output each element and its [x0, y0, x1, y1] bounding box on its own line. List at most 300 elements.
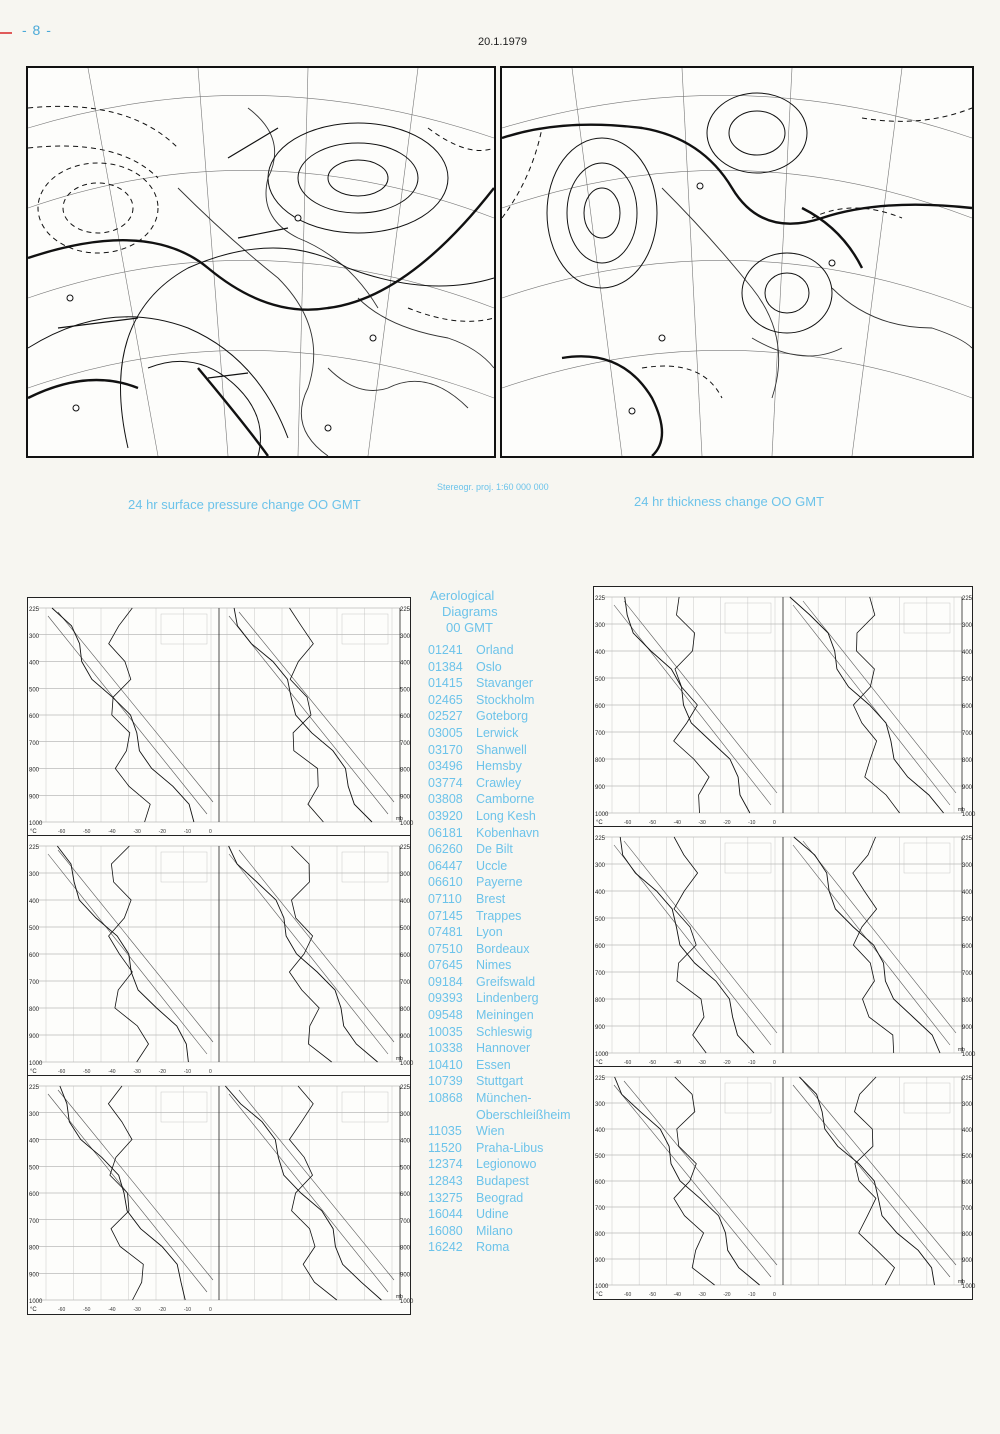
station-row — [428, 808, 588, 825]
temperature-tick: -40 — [108, 1307, 116, 1313]
aerological-title — [428, 588, 588, 636]
station-box — [342, 1092, 388, 1122]
station-row — [428, 924, 588, 941]
station-name: De Bilt — [476, 842, 513, 857]
temperature-tick: -20 — [158, 1307, 166, 1313]
station-box — [342, 614, 388, 644]
temperature-tick: 0 — [773, 820, 776, 826]
pressure-label: 400 — [29, 1138, 40, 1145]
station-name: Oberschleißheim — [476, 1107, 571, 1122]
station-code: 03496 — [428, 759, 463, 774]
station-code: 03170 — [428, 742, 463, 757]
temperature-tick: -10 — [183, 829, 192, 835]
pressure-label: 1000 — [595, 1284, 609, 1290]
station-code: 16080 — [428, 1223, 463, 1238]
pressure-label: 300 — [962, 863, 973, 869]
pressure-label: 700 — [400, 1218, 411, 1225]
temperature-tick: -30 — [133, 829, 141, 835]
pressure-label: 600 — [29, 714, 40, 720]
station-row — [428, 1007, 588, 1024]
pressure-label: 225 — [400, 1085, 411, 1091]
pressure-label: 500 — [400, 926, 411, 932]
pressure-label: 500 — [29, 926, 40, 932]
station-name: Beograd — [476, 1190, 524, 1205]
pressure-unit: mb — [958, 1047, 965, 1053]
pressure-label: 900 — [400, 1034, 411, 1040]
station-code: 01384 — [428, 659, 463, 674]
temperature-tick: -30 — [133, 1069, 141, 1075]
pressure-label: 300 — [962, 623, 973, 629]
station-row — [428, 775, 588, 792]
pressure-label: 600 — [595, 704, 606, 710]
pressure-label: 1000 — [962, 1284, 976, 1290]
pressure-label: 225 — [29, 845, 40, 851]
adiabat-line — [624, 601, 777, 793]
station-name: Lyon — [476, 925, 503, 940]
station-row — [428, 1206, 588, 1223]
pressure-label: 900 — [962, 1025, 973, 1031]
station-name: Orland — [476, 643, 514, 657]
pressure-label: 225 — [29, 607, 40, 613]
station-code: 16044 — [428, 1207, 463, 1222]
station-name: München- — [476, 1091, 532, 1106]
pressure-label: 400 — [595, 1128, 606, 1134]
station-code: 03774 — [428, 775, 463, 790]
station-row — [428, 1024, 588, 1041]
adiabat-line — [803, 841, 956, 1033]
pressure-label: 900 — [595, 1258, 606, 1264]
pressure-label: 300 — [595, 1102, 606, 1108]
temperature-tick: -60 — [624, 1292, 632, 1298]
aerological-diagram — [593, 826, 976, 1068]
temperature-tick: -10 — [183, 1307, 192, 1313]
station-row — [428, 891, 588, 908]
station-name: Meiningen — [476, 1008, 534, 1023]
pressure-label: 700 — [29, 980, 40, 986]
pressure-label: 500 — [400, 1165, 411, 1172]
temperature-tick: 0 — [773, 1292, 776, 1298]
temperature-tick: -40 — [108, 829, 116, 835]
diagram-drawing — [594, 827, 976, 1067]
station-row — [428, 1140, 588, 1157]
station-name: Shanwell — [476, 742, 527, 757]
station-code: 10338 — [428, 1041, 463, 1056]
pressure-label: 600 — [29, 953, 40, 959]
station-name: Roma — [476, 1240, 510, 1255]
pressure-label: 400 — [962, 890, 973, 896]
station-row — [428, 1190, 588, 1207]
pressure-label: 500 — [962, 677, 973, 683]
temperature-tick: -50 — [83, 1307, 91, 1313]
pressure-label: 600 — [595, 944, 606, 950]
station-name: Stockholm — [476, 692, 535, 707]
station-name: Payerne — [476, 875, 523, 890]
pressure-label: 1000 — [29, 1299, 43, 1305]
station-row — [428, 742, 588, 759]
pressure-label: 700 — [962, 1206, 973, 1212]
station-row — [428, 1057, 588, 1074]
pressure-label: 600 — [595, 1180, 606, 1186]
pressure-label: 225 — [595, 1076, 606, 1082]
station-box — [342, 852, 388, 882]
station-code: 10410 — [428, 1057, 463, 1072]
station-name: Trappes — [476, 908, 522, 923]
pressure-label: 300 — [400, 633, 411, 640]
station-row — [428, 675, 588, 692]
station-row — [428, 841, 588, 858]
station-code: 06447 — [428, 858, 463, 873]
temperature-tick: -20 — [723, 820, 731, 826]
temperature-tick: -50 — [648, 1292, 657, 1298]
pressure-label: 225 — [595, 836, 606, 842]
pressure-label: 900 — [400, 794, 411, 801]
pressure-label: 700 — [400, 740, 411, 747]
diagram-drawing — [594, 587, 976, 827]
station-code: 16242 — [428, 1240, 463, 1255]
pressure-label: 800 — [29, 1007, 40, 1013]
pressure-label: 500 — [29, 687, 40, 694]
pressure-label: 800 — [595, 1232, 606, 1238]
page-edge-mark — [0, 32, 12, 34]
pressure-label: 500 — [400, 687, 411, 694]
pressure-label: 225 — [400, 845, 411, 851]
aerological-title-line: 00 GMT — [446, 620, 493, 635]
page-date: 20.1.1979 — [478, 36, 527, 48]
pressure-label: 700 — [595, 1206, 606, 1212]
pressure-label: 1000 — [29, 1061, 43, 1067]
station-code: 12374 — [428, 1157, 463, 1172]
temperature-unit: °C — [596, 1060, 603, 1066]
station-name: Schleswig — [476, 1024, 533, 1039]
pressure-label: 1000 — [962, 812, 976, 818]
station-row — [428, 725, 588, 742]
station-code: 10868 — [428, 1091, 463, 1106]
temperature-tick: -60 — [58, 1307, 66, 1313]
station-name: Stavanger — [476, 676, 533, 691]
diagram-drawing — [28, 1076, 414, 1314]
temperature-tick: -20 — [723, 1292, 731, 1298]
station-code: 06260 — [428, 842, 463, 857]
temperature-unit: °C — [596, 820, 603, 826]
station-name: Hemsby — [476, 759, 522, 774]
pressure-label: 225 — [962, 836, 973, 842]
station-box — [161, 1092, 207, 1122]
pressure-label: 800 — [595, 998, 606, 1004]
temperature-tick: -40 — [673, 820, 681, 826]
station-code: 07110 — [428, 891, 462, 906]
station-row — [428, 957, 588, 974]
station-name: Milano — [476, 1223, 513, 1238]
pressure-label: 800 — [962, 758, 973, 764]
pressure-label: 700 — [400, 980, 411, 986]
pressure-label: 1000 — [400, 1299, 414, 1305]
pressure-label: 800 — [29, 1245, 40, 1252]
pressure-label: 900 — [595, 785, 606, 791]
temperature-tick: -60 — [624, 1060, 632, 1066]
station-code: 02527 — [428, 709, 463, 724]
station-row — [428, 708, 588, 725]
aerological-title-line: Diagrams — [442, 604, 498, 619]
pressure-label: 600 — [29, 1192, 40, 1198]
station-name: Crawley — [476, 775, 522, 790]
diagram-drawing — [594, 1067, 976, 1299]
station-name: Lerwick — [476, 725, 519, 740]
pressure-label: 500 — [29, 1165, 40, 1172]
station-row — [428, 758, 588, 775]
thickness-change-map — [500, 66, 974, 458]
adiabat-line — [803, 601, 956, 793]
pressure-label: 500 — [962, 1154, 973, 1160]
aerological-diagram — [27, 597, 414, 837]
pressure-label: 400 — [595, 890, 606, 896]
station-row — [428, 1040, 588, 1057]
station-row — [428, 1156, 588, 1173]
station-name: Udine — [476, 1207, 509, 1222]
temperature-tick: -40 — [108, 1069, 116, 1075]
station-code: 02465 — [428, 692, 463, 707]
temperature-unit: °C — [30, 829, 37, 835]
station-row — [428, 1239, 588, 1256]
station-row — [428, 692, 588, 709]
pressure-label: 800 — [400, 1007, 411, 1013]
temperature-tick: -30 — [698, 1060, 706, 1066]
station-code: 06610 — [428, 875, 463, 890]
station-row — [428, 791, 588, 808]
station-box — [161, 852, 207, 882]
station-list — [428, 642, 588, 1256]
aerological-diagram — [27, 1075, 414, 1315]
temperature-tick: -10 — [748, 1292, 756, 1298]
station-box — [161, 614, 207, 644]
station-row — [428, 825, 588, 842]
station-code: 09548 — [428, 1008, 463, 1023]
temperature-tick: -10 — [748, 1060, 756, 1066]
pressure-label: 600 — [962, 1180, 973, 1186]
pressure-label: 600 — [400, 714, 411, 720]
pressure-label: 400 — [962, 650, 973, 656]
station-row — [428, 642, 588, 659]
thickness-map-drawing — [502, 68, 972, 456]
pressure-label: 500 — [962, 917, 973, 923]
station-row — [428, 908, 588, 925]
adiabat-line — [803, 1081, 956, 1265]
station-name: Brest — [476, 891, 506, 906]
pressure-label: 300 — [400, 872, 411, 878]
temperature-tick: -20 — [158, 829, 166, 835]
pressure-label: 900 — [29, 794, 40, 801]
station-name: Praha-Libus — [476, 1140, 544, 1155]
pressure-label: 225 — [962, 1076, 973, 1082]
temperature-tick: 0 — [209, 1069, 212, 1075]
station-code: 07481 — [428, 925, 463, 940]
pressure-label: 900 — [595, 1025, 606, 1031]
station-row — [428, 974, 588, 991]
pressure-label: 800 — [962, 998, 973, 1004]
pressure-label: 300 — [595, 623, 606, 629]
pressure-label: 600 — [962, 944, 973, 950]
pressure-label: 300 — [29, 633, 40, 640]
station-code: 09184 — [428, 974, 463, 989]
temperature-tick: -60 — [624, 820, 632, 826]
adiabat-line — [624, 841, 777, 1033]
adiabat-line — [239, 1090, 394, 1280]
temperature-unit: °C — [30, 1307, 37, 1313]
pressure-label: 600 — [400, 1192, 411, 1198]
temperature-unit: °C — [596, 1292, 603, 1298]
temperature-tick: 0 — [209, 1307, 212, 1313]
pressure-label: 700 — [962, 971, 973, 977]
pressure-label: 1000 — [29, 821, 43, 827]
station-row — [428, 659, 588, 676]
pressure-unit: mb — [396, 816, 403, 822]
pressure-label: 1000 — [595, 1052, 609, 1058]
pressure-unit: mb — [958, 1279, 965, 1285]
station-row — [428, 941, 588, 958]
aerological-diagram — [593, 586, 976, 828]
pressure-unit: mb — [396, 1056, 403, 1062]
pressure-label: 800 — [400, 767, 411, 774]
station-row — [428, 990, 588, 1007]
temperature-tick: -40 — [673, 1060, 681, 1066]
station-name: Stuttgart — [476, 1074, 524, 1089]
aerological-station-legend — [428, 588, 588, 1256]
station-code: 03920 — [428, 808, 463, 823]
pressure-label: 700 — [962, 731, 973, 737]
pressure-label: 500 — [595, 1154, 606, 1160]
temperature-tick: -50 — [83, 829, 91, 835]
pressure-label: 700 — [29, 740, 40, 747]
aerological-title-line: Aerological — [430, 588, 495, 603]
station-code: 10035 — [428, 1024, 463, 1039]
pressure-label: 300 — [400, 1111, 411, 1118]
station-code: 03005 — [428, 725, 463, 740]
pressure-label: 400 — [29, 660, 40, 667]
pressure-label: 900 — [400, 1272, 411, 1279]
pressure-unit: mb — [958, 807, 965, 813]
temperature-tick: -50 — [83, 1069, 91, 1075]
station-code: 01415 — [428, 676, 463, 691]
adiabat-line — [239, 612, 394, 802]
diagram-drawing — [28, 836, 414, 1076]
aerological-diagram — [27, 835, 414, 1077]
pressure-label: 600 — [962, 704, 973, 710]
pressure-label: 225 — [400, 607, 411, 613]
pressure-label: 300 — [29, 1111, 40, 1118]
pressure-label: 800 — [29, 767, 40, 774]
adiabat-line — [58, 612, 213, 802]
station-code — [428, 1107, 476, 1124]
station-code: 07645 — [428, 958, 463, 973]
pressure-label: 800 — [962, 1232, 973, 1238]
temperature-tick: -10 — [183, 1069, 192, 1075]
station-code: 11035 — [428, 1124, 462, 1139]
temperature-tick: -60 — [58, 1069, 66, 1075]
right-map-caption: 24 hr thickness change OO GMT — [634, 494, 825, 509]
station-name: Lindenberg — [476, 991, 539, 1006]
pressure-label: 225 — [962, 596, 973, 602]
station-code: 09393 — [428, 991, 463, 1006]
pressure-label: 1000 — [962, 1052, 976, 1058]
pressure-label: 400 — [29, 899, 40, 905]
station-name: Greifswald — [476, 974, 536, 989]
pressure-label: 900 — [962, 785, 973, 791]
pressure-label: 400 — [400, 1138, 411, 1145]
pressure-label: 700 — [595, 731, 606, 737]
pressure-label: 700 — [29, 1218, 40, 1225]
temperature-tick: -30 — [133, 1307, 141, 1313]
pressure-label: 300 — [29, 872, 40, 878]
station-name: Uccle — [476, 858, 508, 873]
pressure-label: 500 — [595, 677, 606, 683]
station-name: Nimes — [476, 958, 512, 973]
station-name: Goteborg — [476, 709, 529, 724]
temperature-tick: -40 — [673, 1292, 681, 1298]
station-name: Camborne — [476, 792, 535, 807]
pressure-label: 800 — [595, 758, 606, 764]
station-name: Oslo — [476, 659, 502, 674]
adiabat-line — [624, 1081, 777, 1265]
pressure-label: 1000 — [400, 1061, 414, 1067]
temperature-tick: -60 — [58, 829, 66, 835]
map-projection-note: Stereogr. proj. 1:60 000 000 — [437, 482, 549, 492]
station-code: 12843 — [428, 1174, 463, 1188]
pressure-label: 225 — [29, 1085, 40, 1091]
pressure-unit: mb — [396, 1294, 403, 1300]
adiabat-line — [58, 1090, 213, 1280]
station-name: Bordeaux — [476, 941, 530, 956]
station-row — [428, 1073, 588, 1090]
station-name: Essen — [476, 1057, 511, 1072]
pressure-label: 400 — [400, 899, 411, 905]
station-name: Budapest — [476, 1174, 529, 1188]
station-code: 03808 — [428, 792, 463, 807]
pressure-label: 400 — [595, 650, 606, 656]
temperature-tick: 0 — [773, 1060, 776, 1066]
pressure-label: 225 — [595, 596, 606, 602]
temperature-tick: -20 — [158, 1069, 166, 1075]
station-name: Long Kesh — [476, 808, 536, 823]
pressure-label: 1000 — [400, 821, 414, 827]
station-row — [428, 1173, 588, 1190]
surface-pressure-map-drawing — [28, 68, 494, 456]
pressure-label: 300 — [962, 1102, 973, 1108]
station-code: 10739 — [428, 1074, 463, 1089]
station-code: 01241 — [428, 643, 463, 657]
aerological-diagram — [593, 1066, 976, 1300]
left-map-caption: 24 hr surface pressure change OO GMT — [128, 497, 361, 512]
station-name: Wien — [476, 1124, 505, 1139]
pressure-label: 700 — [595, 971, 606, 977]
station-row — [428, 1090, 588, 1107]
pressure-label: 400 — [400, 660, 411, 667]
pressure-label: 400 — [962, 1128, 973, 1134]
adiabat-line — [58, 850, 213, 1042]
pressure-label: 300 — [595, 863, 606, 869]
diagram-drawing — [28, 598, 414, 836]
temperature-tick: -50 — [648, 1060, 657, 1066]
temperature-tick: -30 — [698, 1292, 706, 1298]
station-code: 07145 — [428, 908, 463, 923]
temperature-tick: -10 — [748, 820, 756, 826]
station-name: Legionowo — [476, 1157, 537, 1172]
pressure-label: 900 — [29, 1272, 40, 1279]
station-row — [428, 1123, 588, 1140]
station-row — [428, 874, 588, 891]
station-name: Hannover — [476, 1041, 531, 1056]
station-row — [428, 1107, 588, 1124]
station-row — [428, 858, 588, 875]
surface-pressure-change-map — [26, 66, 496, 458]
